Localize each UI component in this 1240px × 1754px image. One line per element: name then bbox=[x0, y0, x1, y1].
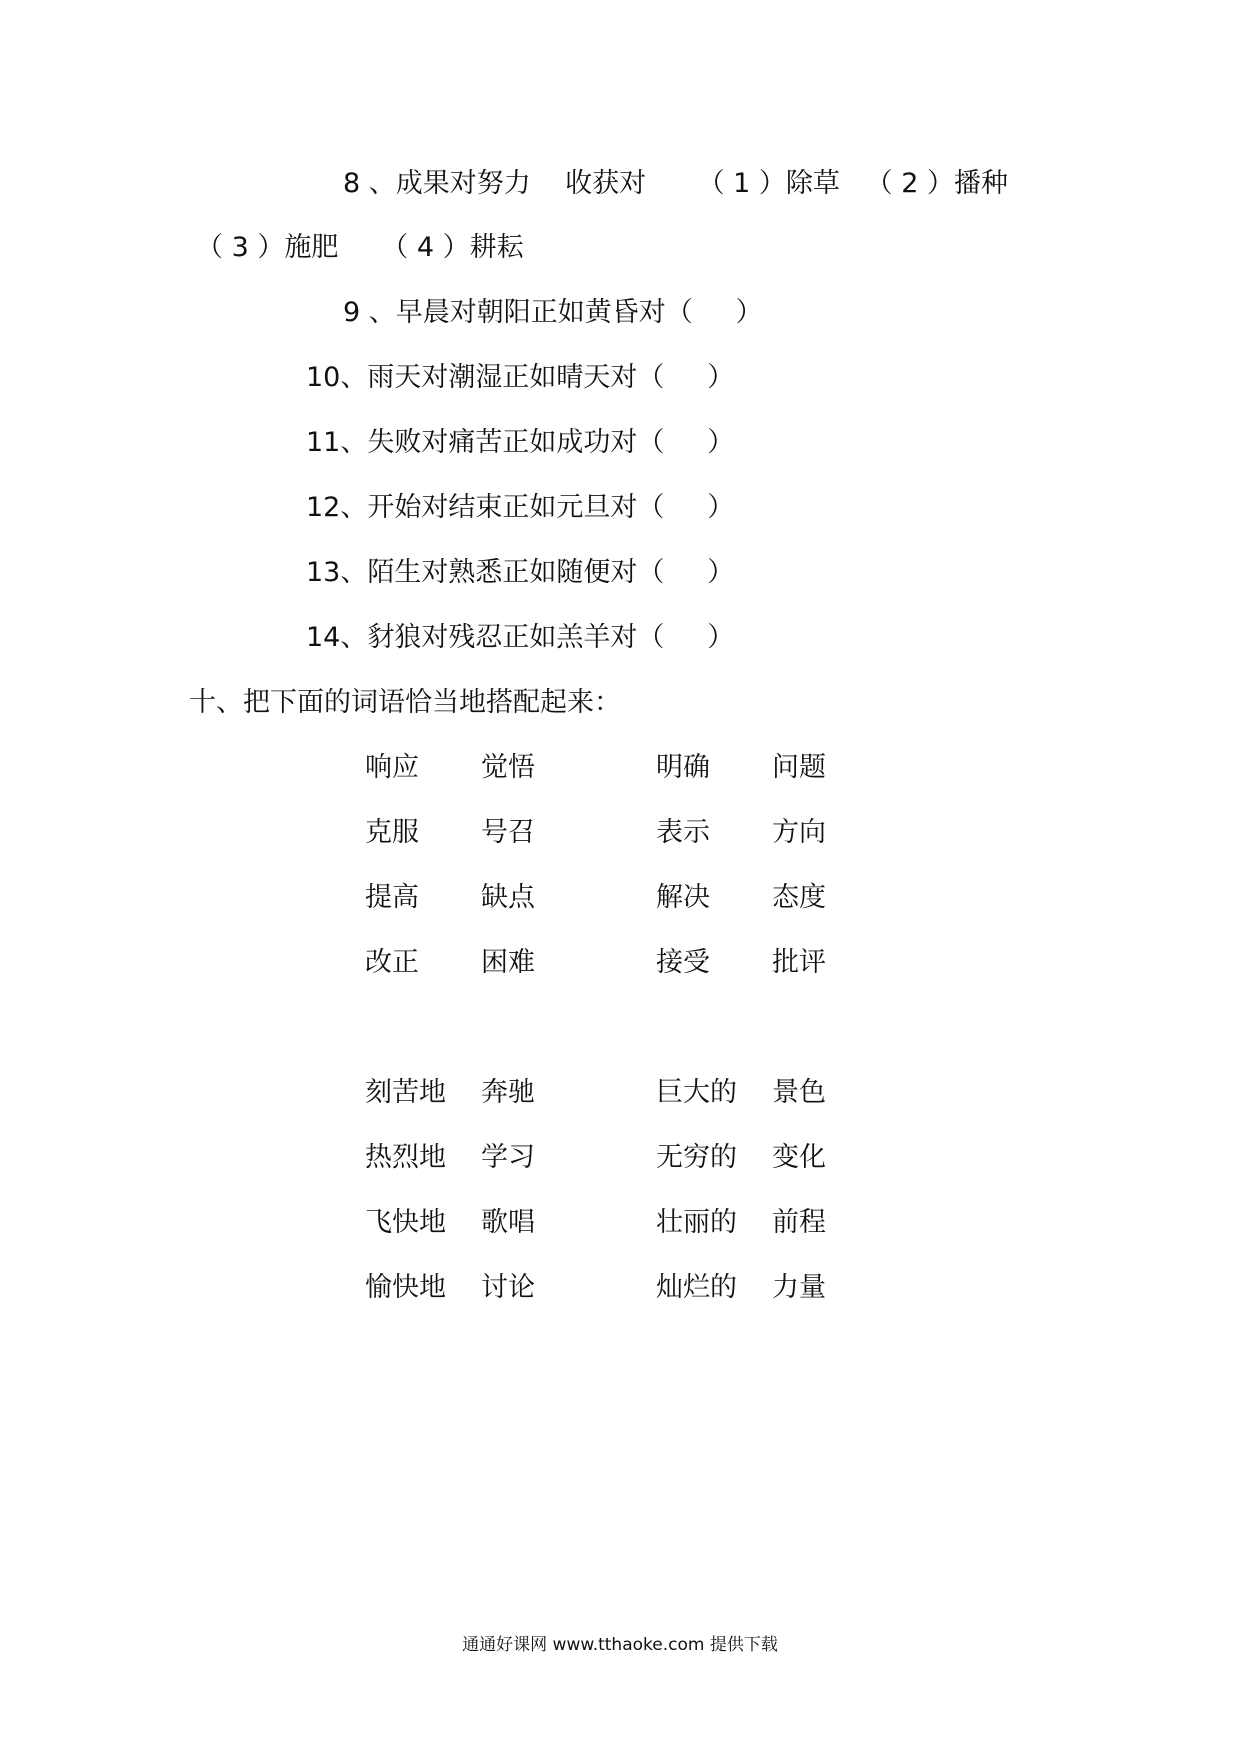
analogy-question-9: 9 、早晨对朝阳正如黄昏对（ ） bbox=[343, 297, 763, 328]
word-item: 方向 bbox=[772, 817, 826, 848]
analogy-question-12: 12、开始对结束正如元旦对（ ） bbox=[306, 492, 735, 523]
analogy-question-10: 10、雨天对潮湿正如晴天对（ ） bbox=[306, 362, 735, 393]
word-item: 学习 bbox=[481, 1142, 535, 1173]
analogy-question-11: 11、失败对痛苦正如成功对（ ） bbox=[306, 427, 735, 458]
analogy-question-14: 14、豺狼对残忍正如羔羊对（ ） bbox=[306, 622, 735, 653]
word-item: 改正 bbox=[365, 947, 419, 978]
section-10-title: 十、把下面的词语恰当地搭配起来： bbox=[189, 687, 621, 718]
word-item: 愉快地 bbox=[365, 1272, 446, 1303]
word-item: 态度 bbox=[772, 882, 826, 913]
word-item: 解决 bbox=[656, 882, 710, 913]
word-item: 飞快地 bbox=[365, 1207, 446, 1238]
page-footer: 通通好课网 www.tthaoke.com 提供下载 bbox=[462, 1635, 778, 1655]
word-item: 批评 bbox=[772, 947, 826, 978]
word-item: 巨大的 bbox=[656, 1077, 737, 1108]
word-item: 无穷的 bbox=[656, 1142, 737, 1173]
word-item: 壮丽的 bbox=[656, 1207, 737, 1238]
analogy-question-13: 13、陌生对熟悉正如随便对（ ） bbox=[306, 557, 735, 588]
word-item: 困难 bbox=[481, 947, 535, 978]
word-item: 问题 bbox=[772, 752, 826, 783]
word-item: 前程 bbox=[772, 1207, 826, 1238]
word-item: 灿烂的 bbox=[656, 1272, 737, 1303]
word-item: 明确 bbox=[656, 752, 710, 783]
word-item: 觉悟 bbox=[481, 752, 535, 783]
word-item: 变化 bbox=[772, 1142, 826, 1173]
word-item: 奔驰 bbox=[481, 1077, 535, 1108]
question-8-line-1: 8 、成果对努力 收获对 （ 1 ）除草 （ 2 ）播种 bbox=[343, 168, 1009, 199]
word-item: 力量 bbox=[772, 1272, 826, 1303]
word-item: 热烈地 bbox=[365, 1142, 446, 1173]
word-item: 号召 bbox=[481, 817, 535, 848]
word-item: 提高 bbox=[365, 882, 419, 913]
question-8-line-2: （ 3 ）施肥 （ 4 ）耕耘 bbox=[196, 232, 524, 263]
word-item: 歌唱 bbox=[481, 1207, 535, 1238]
word-item: 接受 bbox=[656, 947, 710, 978]
word-item: 缺点 bbox=[481, 882, 535, 913]
word-item: 讨论 bbox=[481, 1272, 535, 1303]
word-item: 刻苦地 bbox=[365, 1077, 446, 1108]
word-item: 响应 bbox=[365, 752, 419, 783]
word-item: 克服 bbox=[365, 817, 419, 848]
word-item: 表示 bbox=[656, 817, 710, 848]
word-item: 景色 bbox=[772, 1077, 826, 1108]
